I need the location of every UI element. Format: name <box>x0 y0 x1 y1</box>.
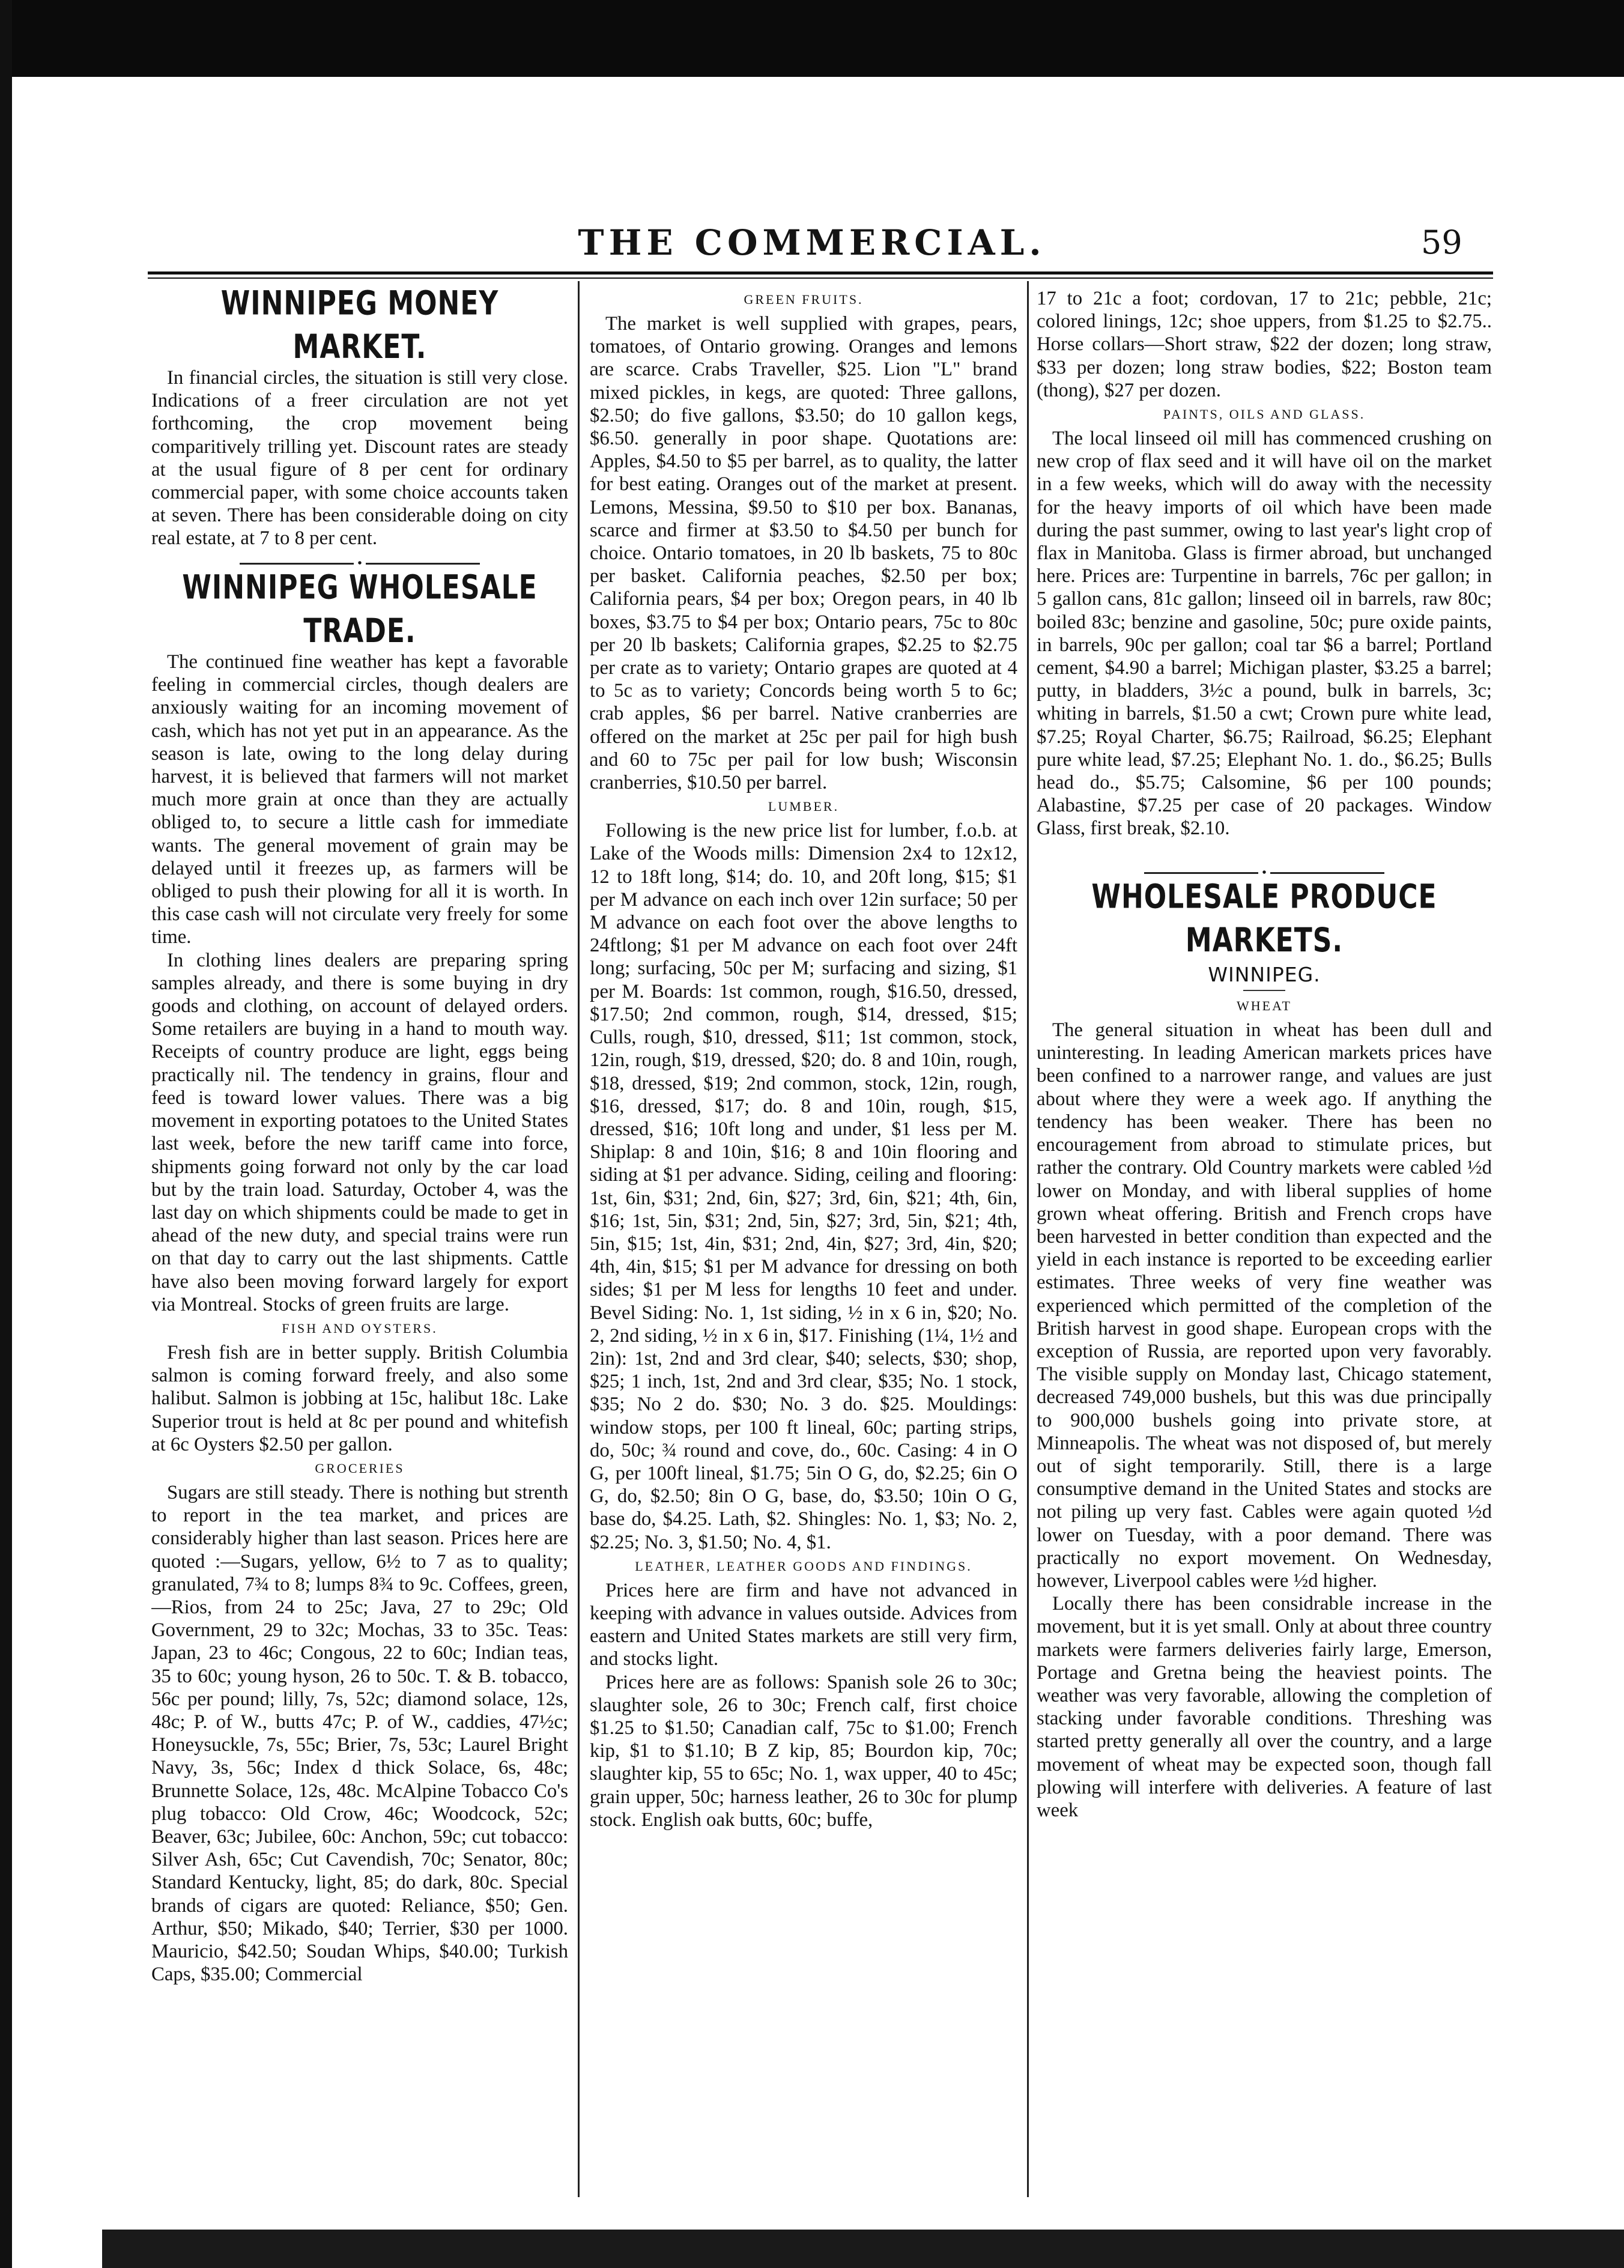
section-ornament: • <box>1037 864 1492 881</box>
paragraph: In financial circles, the situation is still very close. Indications of a freer circulation are not yet forthcoming, the crop movement being comparitively trilling yet. Discount rates are steady at the usual figure of 8 per cent for ordinary commercial paper, with some choice accounts taken at seven. There has been considerable doing on city real estate, at 7 to 8 per cent. <box>151 367 568 550</box>
column-divider <box>578 281 580 2197</box>
paragraph: The continued fine weather has kept a favorable feeling in commercial circles, though dealers are anxiously waiting for an incoming movement of cash, which has not yet put in an appearance. As the season is late, owing to the long delay during harvest, it is believed that farmers will not market much more grain at once than they are actually obliged to, to secure a little cash for immediate wants. The general movement of grain may be delayed until it freezes up, as farmers will be obliged to push their plowing for all it is worth. In this case cash will not circulate very freely for some time. <box>151 651 568 948</box>
header-rule-thin <box>148 277 1493 279</box>
fish-oysters-subheading: FISH AND OYSTERS. <box>282 1320 438 1336</box>
masthead-title: THE COMMERCIAL. <box>578 222 1046 263</box>
column-divider <box>1027 281 1029 2197</box>
paragraph: The market is well supplied with grapes, pears, tomatoes, of Ontario growing. Oranges and lemons are scarce. Crabs Traveller, $25. Lion "L" brand mixed pickles, in kegs, are quoted: Three gallons, $2.50; do five gallons, $3.50; do 10 gallon kegs, $6.50. generally in poor shape. Quotations are: Apples, $4.50 to $5 per barrel, as to quality, the latter for best eating. Oranges out of the market at present. Lemons, Messina, $9.50 to $10 per box. Bananas, scarce and firmer at $3.50 to $4.50 per bunch for choice. Ontario tomatoes, in 20 lb baskets, 75 to 80c per basket. California peaches, $2.50 per box; California pears, $4 per box; Oregon pears, in 40 lb boxes, $3.75 to $4 per box; Ontario pears, 75c to 80c per 20 lb baskets; California grapes, $2.25 to $2.75 per crate as to variety; Ontario grapes are quoted at 4 to 5c as to variety; Concords being worth 5 to 6c; crab apples, $6 per barrel. Native cranberries are offered on the market at 25c per pail for high bush and 60 to 75c per pail for low bush; Wisconsin cranberries, $10.50 per barrel. <box>590 313 1017 794</box>
lumber-subheading: LUMBER. <box>768 799 840 814</box>
wholesale-trade-heading: WINNIPEG WHOLESALE TRADE. <box>182 568 538 650</box>
groceries-subheading: GROCERIES <box>315 1460 405 1476</box>
paints-oils-glass-subheading: PAINTS, OILS AND GLASS. <box>1163 407 1366 422</box>
paragraph: The general situation in wheat has been dull and uninteresting. In leading American markets prices have been confined to a narrower range, and values are just about where they were a week ago. If anything the tendency has been weaker. There has been no encouragement from abroad to stimulate prices, but rather the contrary. Old Country markets were cabled ½d lower on Monday, and with liberal supplies of home grown wheat offering. British and French crops have been harvested in better condition than expected and the yield in each instance is reported to be exceeding earlier estimates. Three weeks of very fine weather was experienced which permitted of the completion of the British harvest in good shape. European crops with the exception of Russia, are reported upon very favorably. The visible supply on Monday last, Chicago statement, decreased 749,000 bushels, but this was due principally to 900,000 bushels going into private store, at Minneapolis. The wheat was not disposed of, but merely out of sight temporarily. Still, there is a large consumptive demand in the United States and stocks are not piling up very fast. Cables were again quoted ½d lower on Tuesday, with a poor demand. There was practically no export movement. On Wednesday, however, Liverpool cables were ½d higher. <box>1037 1019 1492 1592</box>
column-1 <box>151 287 568 2197</box>
paragraph: The local linseed oil mill has commenced crushing on new crop of flax seed and it will have oil on the market in a few weeks, which will do away with the necessity for the heavy imports of oil which have been made during the past summer, owing to last year's light crop of flax in Manitoba. Glass is firmer abroad, but unchanged here. Prices are: Turpentine in barrels, 76c per gallon; in 5 gallon cans, 81c gallon; linseed oil in barrels, raw 80c; boiled 83c; benzine and gasoline, 50c; pure oxide paints, in barrels, 90c per gallon; coal tar $6 a barrel; Portland cement, $4.90 a barrel; Michigan plaster, $3.25 a barrel; putty, in bladders, 3½c a pound, bulk in barrels, 3c; whiting in barrels, $1.50 a cwt; Crown pure white lead, $7.25; Royal Charter, $6.75; Railroad, $6.25; Elephant pure white lead, $7.25; Elephant No. 1. do., $6.25; Bulls head do., $5.75; Calsomine, $6 per 100 pounds; Alabastine, $7.25 per case of 20 packages. Window Glass, first break, $2.10. <box>1037 428 1492 840</box>
green-fruits-subheading: GREEN FRUITS. <box>744 292 864 307</box>
paragraph: Locally there has been considrable increase in the movement, but it is yet small. Only at about three country markets were farmers deliveries fairly large, Emerson, Portage and Gretna being the heaviest points. The weather was very favorable, allowing the completion of stacking under favorable conditions. Threshing was started pretty generally all over the country, and a large movement of wheat may be expected soon, though fall plowing will interfere with deliveries. A feature of last week <box>1037 1593 1492 1821</box>
scan-bottom-border <box>102 2230 1624 2268</box>
leather-subheading: LEATHER, LEATHER GOODS AND FINDINGS. <box>635 1558 972 1574</box>
scan-left-border <box>0 0 12 2268</box>
column-3 <box>1037 287 1492 2197</box>
wheat-subheading: WHEAT <box>1237 998 1292 1014</box>
city-subheading: WINNIPEG. <box>1208 963 1321 987</box>
paragraph: In clothing lines dealers are preparing spring samples already, and there is some buying in dry goods and clothing, on account of delayed orders. Some retailers are buying in a hand to mouth way. Receipts of country produce are light, eggs being practically nil. The tendency in grains, flour and feed is toward lower values. There was a big movement in exporting potatoes to the United States last week, before the new tariff came into force, shipments going forward not only by the car load but by the train load. Saturday, October 4, was the last day on which shipments could be made to get in ahead of the new duty, and special trains were run on that day to carry out the last shipments. Cattle have also been moving forward largely for export via Montreal. Stocks of green fruits are large. <box>151 949 568 1315</box>
paragraph: Following is the new price list for lumber, f.o.b. at Lake of the Woods mills: Dimension 2x4 to 12x12, 12 to 18ft long, $14; do. 10, and 20ft long, $15; $1 per M advance on each inch over 12in surface; 50 per M advance on each foot over the above lengths to 24ftlong; $1 per M advance on each foot over 24ft long; surfacing, 50c per M; surfacing and sizing, $1 per M. Boards: 1st common, rough, $16.50, dressed, $17.50; 2nd common, rough, $14, dressed, $15; Culls, rough, $10, dressed, $11; 1st common, stock, 12in, rough, $19, dressed, $20; do. 8 and 10in, rough, $18, dressed, $19; 2nd common, stock, 12in, rough, $16, dressed, $17; do. 8 and 10in, rough, $15, dressed, $16; 10ft long and under, $1 less per M. Shiplap: 8 and 10in, $16; 8 and 10in flooring and siding at $1 per advance. Siding, ceiling and flooring: 1st, 6in, $31; 2nd, 6in, $27; 3rd, 6in, $21; 4th, 6in, $16; 1st, 5in, $31; 2nd, 5in, $27; 3rd, 5in, $21; 4th, 5in, $15; 1st, 4in, $31; 2nd, 4in, $27; 3rd, 4in, $20; 4th, 4in, $15; $1 per M advance for dressing on both sides; $1 per M less for lengths 10 feet and under. Bevel Siding: No. 1, 1st siding, ½ in x 6 in, $20; No. 2, 2nd siding, ½ in x 6 in, $17. Finishing (1¼, 1½ and 2in): 1st, 2nd and 3rd clear, $40; selects, $30; shop, $25; 1 inch, 1st, 2nd and 3rd clear, $35; No. 1 stock, $35; No 2 do. $30; No. 3 do. $25. Mouldings: window stops, per 100 ft lineal, 60c; parting strips, do, 50c; ¾ round and cove, do., 60c. Casing: 4 in O G, per 100ft lineal, $1.75; 5in O G, do, $2.25; 6in O G, do, $2.50; 8in O G, base, do, $3.50; 10in O G, base do, $4.25. Lath, $2. Shingles: No. 1, $3; No. 2, $2.25; No. 3, $1.50; No. 4, $1. <box>590 820 1017 1553</box>
paragraph: 17 to 21c a foot; cordovan, 17 to 21c; pebble, 21c; colored linings, 12c; shoe uppers, from $1.25 to $2.75.. Horse collars—Short straw, $22 der dozen; long straw, $33 per dozen; long straw bodies, $22; Boston team (thong), $27 per dozen. <box>1037 288 1492 401</box>
scan-top-border <box>0 0 1624 77</box>
produce-markets-heading: WHOLESALE PRODUCE MARKETS. <box>1091 878 1437 960</box>
paragraph: Prices here are firm and have not advanced in keeping with advance in values outside. Advices from eastern and United States markets are still very firm, and stocks light. <box>590 1579 1017 1670</box>
page-number: 59 <box>1421 223 1462 261</box>
paragraph: Fresh fish are in better supply. British Columbia salmon is coming forward freely, and also some halibut. Salmon is jobbing at 15c, halibut 18c. Lake Superior trout is held at 8c per pound and whitefish at 6c Oysters $2.50 per gallon. <box>151 1341 568 1455</box>
header-rule <box>148 271 1493 274</box>
section-ornament: • <box>151 555 568 571</box>
column-2 <box>590 287 1017 2197</box>
money-market-heading: WINNIPEG MONEY MARKET. <box>220 287 499 366</box>
paragraph: Prices here are as follows: Spanish sole 26 to 30c; slaughter sole, 26 to 30c; French calf, first choice $1.25 to $1.50; Canadian calf, 75c to $1.00; French kip, $1 to $1.10; B Z kip, 85; Bourdon kip, 70c; slaughter kip, 55 to 65c; No. 1, wax upper, 40 to 45c; grain upper, 50c; harness leather, 26 to 30c for plump stock. English oak butts, 60c; buffe, <box>590 1671 1017 1831</box>
paragraph: Sugars are still steady. There is nothing but strenth to report in the tea market, and prices are considerably higher than last season. Prices here are quoted :—Sugars, yellow, 6½ to 7 as to quality; granulated, 7¾ to 8; lumps 8¾ to 9c. Coffees, green,—Rios, from 24 to 25c; Java, 27 to 29c; Old Government, 29 to 32c; Mochas, 33 to 35c. Teas: Japan, 23 to 46c; Congous, 22 to 60c; Indian teas, 35 to 60c; young hyson, 26 to 50c. T. & B. tobacco, 56c per pound; lilly, 7s, 52c; diamond solace, 12s, 48c; P. of W., butts 47c; P. of W., caddies, 47½c; Honeysuckle, 7s, 55c; Brier, 7s, 53c; Laurel Bright Navy, 3s, 56c; Index d thick Solace, 6s, 48c; Brunnette Solace, 12s, 48c. McAlpine Tobacco Co's plug tobacco: Old Crow, 46c; Woodcock, 52c; Beaver, 63c; Jubilee, 60c: Anchon, 59c; cut tobacco: Silver Ash, 65c; Cut Cavendish, 70c; Senator, 80c; Standard Kentucky, light, 85; do dark, 80c. Special brands of cigars are quoted: Reliance, $50; Gen. Arthur, $50; Mikado, $40; Terrier, $30 per 1000. Mauricio, $42.50; Soudan Whips, $40.00; Turkish Caps, $35.00; Commercial <box>151 1481 568 1986</box>
short-rule <box>1243 990 1285 991</box>
